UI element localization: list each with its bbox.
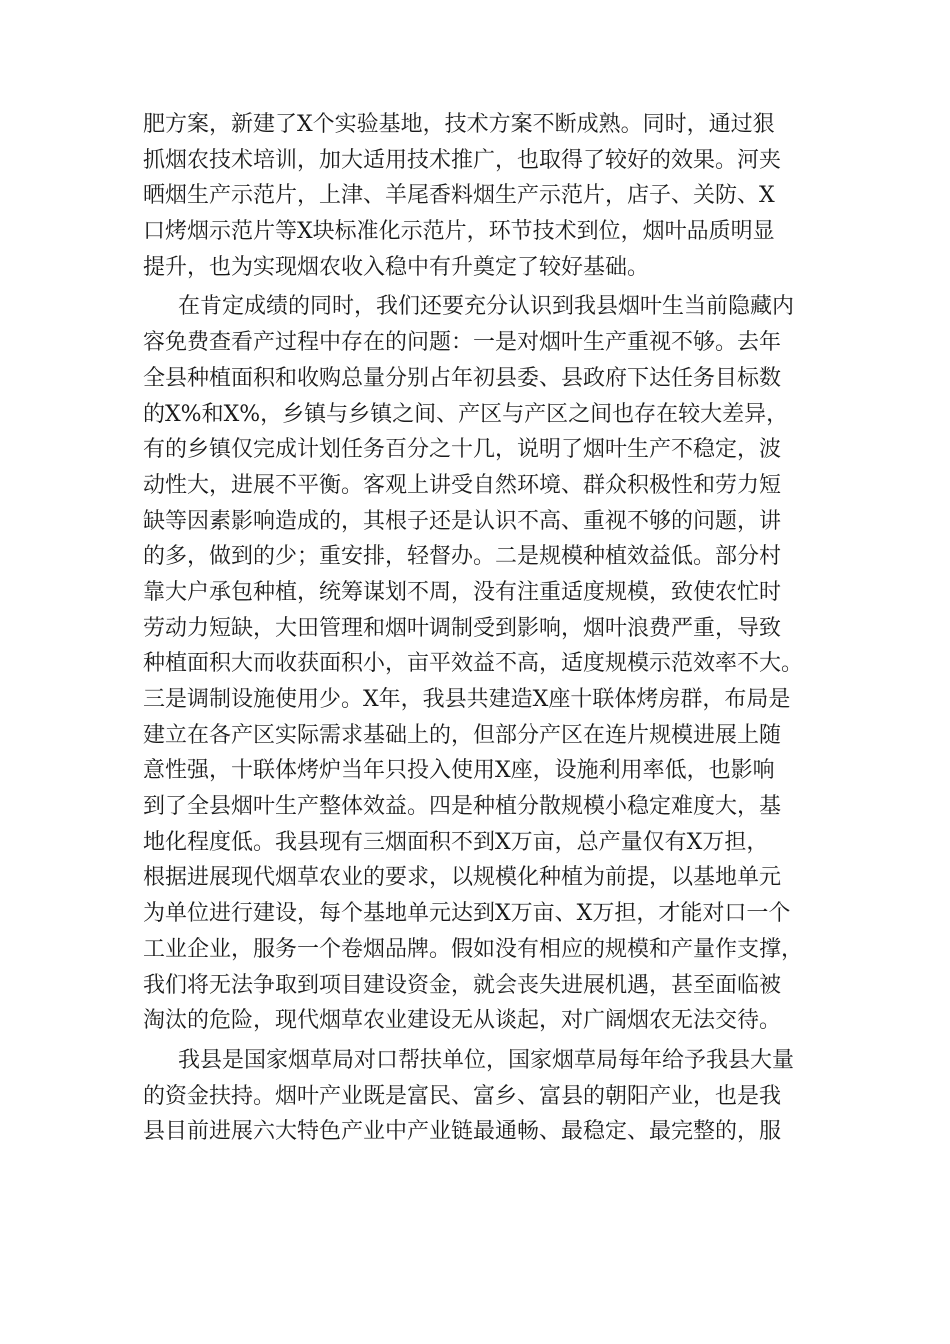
text-line: 容免费查看产过程中存在的问题：一是对烟叶生产重视不够。去年 [143, 330, 782, 356]
text-line: 劳动力短缺，大田管理和烟叶调制受到影响，烟叶浪费严重，导致 [143, 615, 782, 641]
paragraph-start-line: 在肯定成绩的同时，我们还要充分认识到我县烟叶生当前隐藏内 [178, 294, 795, 320]
body-text [143, 107, 808, 1150]
text-line: 缺等因素影响造成的，其根子还是认识不高、重视不够的问题，讲 [143, 508, 782, 534]
text-line: 肥方案，新建了X个实验基地，技术方案不断成熟。同时，通过狠 [143, 112, 775, 137]
text-line: 县目前进展六大特色产业中产业链最通畅、最稳定、最完整的，服 [143, 1119, 782, 1145]
text-line: 到了全县烟叶生产整体效益。四是种植分散规模小稳定难度大，基 [143, 794, 782, 820]
text-line: 意性强，十联体烤炉当年只投入使用X座，设施利用率低，也影响 [143, 758, 775, 784]
text-line: 地化程度低。我县现有三烟面积不到X万亩，总产量仅有X万担， [143, 829, 769, 855]
text-line: 的多，做到的少；重安排，轻督办。二是规模种植效益低。部分村 [143, 544, 782, 570]
text-line: 靠大户承包种植，统筹谋划不周，没有注重适度规模，致使农忙时 [143, 579, 782, 605]
text-line: 三是调制设施使用少。X年，我县共建造X座十联体烤房群，布局是 [143, 687, 791, 712]
text-line: 种植面积大而收获面积小，亩平效益不高，适度规模示范效率不大。 [143, 651, 804, 677]
text-line: 淘汰的危险，现代烟草农业建设无从谈起，对广阔烟农无法交待。 [143, 1008, 782, 1034]
text-line: 建立在各产区实际需求基础上的，但部分产区在连片规模进展上随 [143, 722, 782, 748]
text-line: 抓烟农技术培训，加大适用技术推广，也取得了较好的效果。河夹 [143, 147, 782, 173]
paragraph-start-line: 我县是国家烟草局对口帮扶单位，国家烟草局每年给予我县大量 [178, 1047, 795, 1073]
text-line: 为单位进行建设，每个基地单元达到X万亩、X万担，才能对口一个 [143, 901, 791, 927]
text-line: 提升，也为实现烟农收入稳中有升奠定了较好基础。 [143, 254, 650, 280]
text-line: 根据进展现代烟草农业的要求，以规模化种植为前提，以基地单元 [143, 865, 782, 891]
text-line: 我们将无法争取到项目建设资金，就会丧失进展机遇，甚至面临被 [143, 972, 782, 998]
text-line: 工业企业，服务一个卷烟品牌。假如没有相应的规模和产量作支撑， [143, 936, 804, 962]
text-line: 动性大，进展不平衡。客观上讲受自然环境、群众积极性和劳力短 [143, 472, 782, 498]
text-line: 有的乡镇仅完成计划任务百分之十几，说明了烟叶生产不稳定，波 [143, 437, 782, 463]
text-line: 全县种植面积和收购总量分别占年初县委、县政府下达任务目标数 [143, 365, 782, 391]
text-line: 的X%和X%，乡镇与乡镇之间、产区与产区之间也存在较大差异， [143, 401, 789, 427]
text-line: 口烤烟示范片等X块标准化示范片，环节技术到位，烟叶品质明显 [143, 219, 775, 245]
text-line: 的资金扶持。烟叶产业既是富民、富乡、富县的朝阳产业，也是我 [143, 1083, 782, 1109]
text-line: 晒烟生产示范片，上津、羊尾香料烟生产示范片，店子、关防、X [143, 183, 775, 209]
